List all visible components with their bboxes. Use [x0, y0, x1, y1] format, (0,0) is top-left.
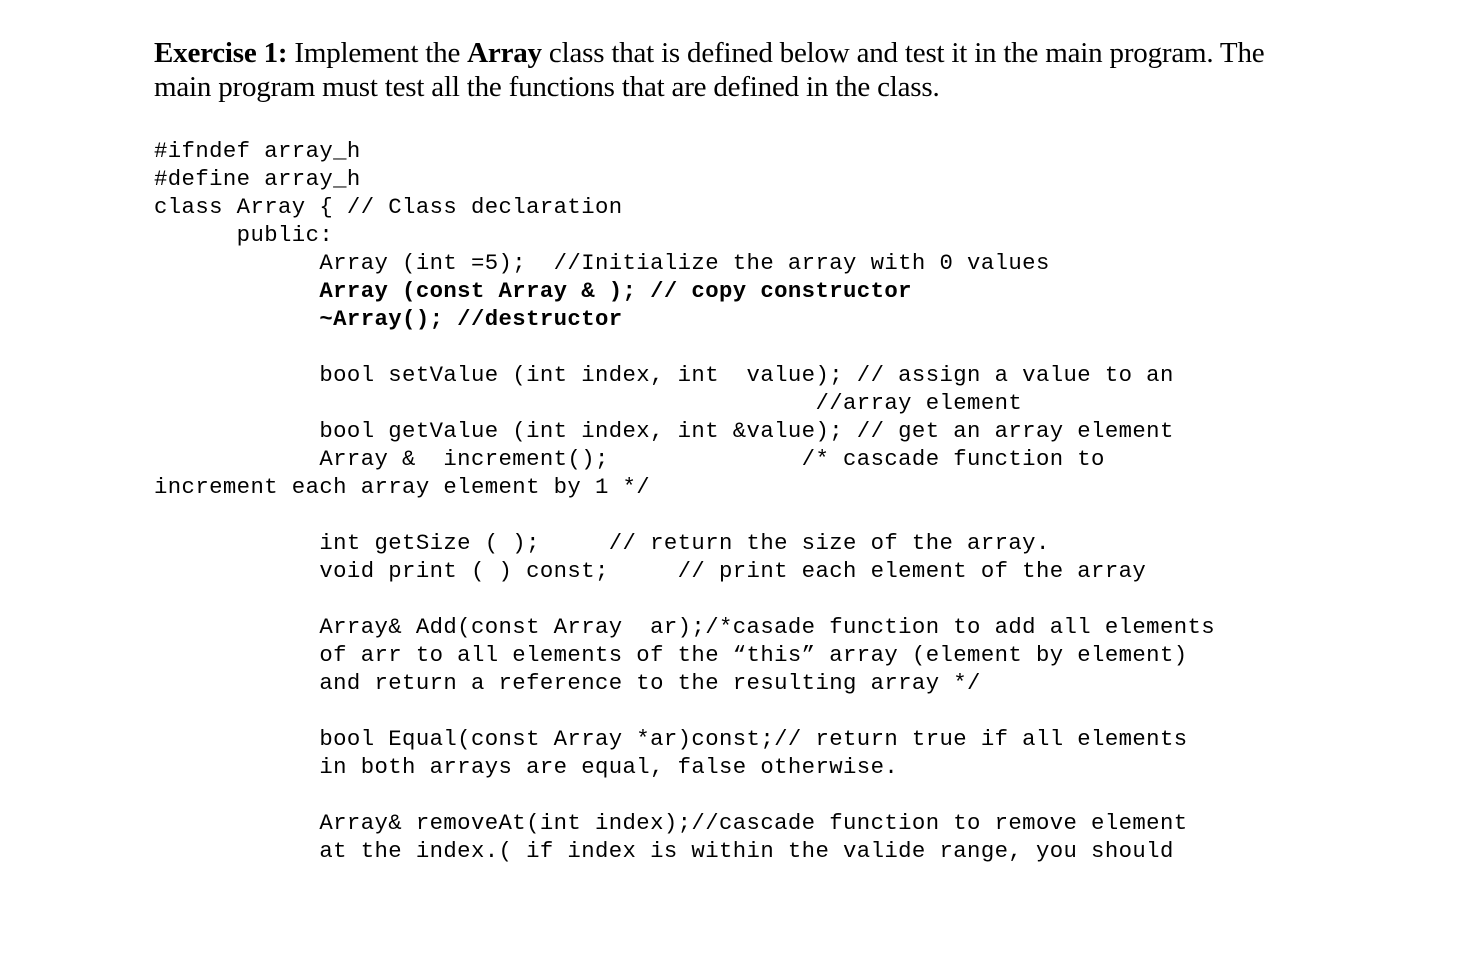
exercise-class-name: Array: [467, 37, 542, 69]
exercise-text-part-3: main program must test all the functions that are defined in the class.: [154, 71, 940, 103]
code-line: [154, 697, 1215, 725]
code-line: and return a reference to the resulting array */: [154, 670, 981, 696]
exercise-instructions: [154, 36, 1354, 104]
code-line: bool Equal(const Array *ar)const;// return true if all elements: [154, 726, 1188, 752]
code-line: Array& Add(const Array ar);/*casade function to add all elements: [154, 614, 1216, 640]
exercise-text-part-2: class that is defined below and test it in the main program. The: [541, 37, 1265, 69]
code-line: ~Array(); //destructor: [154, 306, 623, 332]
code-line: [154, 585, 1215, 613]
code-line: public:: [154, 222, 334, 248]
code-line: int getSize ( ); // return the size of the array.: [154, 530, 1050, 556]
code-line: class Array { // Class declaration: [154, 194, 623, 220]
code-line: Array (const Array & ); // copy constructor: [154, 278, 912, 304]
code-line: of arr to all elements of the “this” array (element by element): [154, 642, 1188, 668]
exercise-text-part-1: Implement the: [287, 37, 468, 69]
code-line: #define array_h: [154, 166, 361, 192]
code-line: increment each array element by 1 */: [154, 474, 651, 500]
code-line: [154, 333, 1215, 361]
code-line: bool setValue (int index, int value); // assign a value to an: [154, 362, 1174, 388]
code-line: //array element: [154, 390, 1023, 416]
exercise-label: Exercise 1:: [154, 37, 288, 69]
code-line: Array (int =5); //Initialize the array with 0 values: [154, 250, 1050, 276]
code-line: in both arrays are equal, false otherwise.: [154, 754, 899, 780]
code-line: at the index.( if index is within the valide range, you should: [154, 838, 1174, 864]
code-line: [154, 501, 1215, 529]
code-line: bool getValue (int index, int &value); // get an array element: [154, 418, 1174, 444]
code-line: Array& removeAt(int index);//cascade function to remove element: [154, 810, 1188, 836]
code-line: #ifndef array_h: [154, 138, 361, 164]
code-line: Array & increment(); /* cascade function to: [154, 446, 1105, 472]
code-line: [154, 781, 1215, 809]
code-listing: [154, 137, 1215, 865]
code-line: void print ( ) const; // print each element of the array: [154, 558, 1147, 584]
